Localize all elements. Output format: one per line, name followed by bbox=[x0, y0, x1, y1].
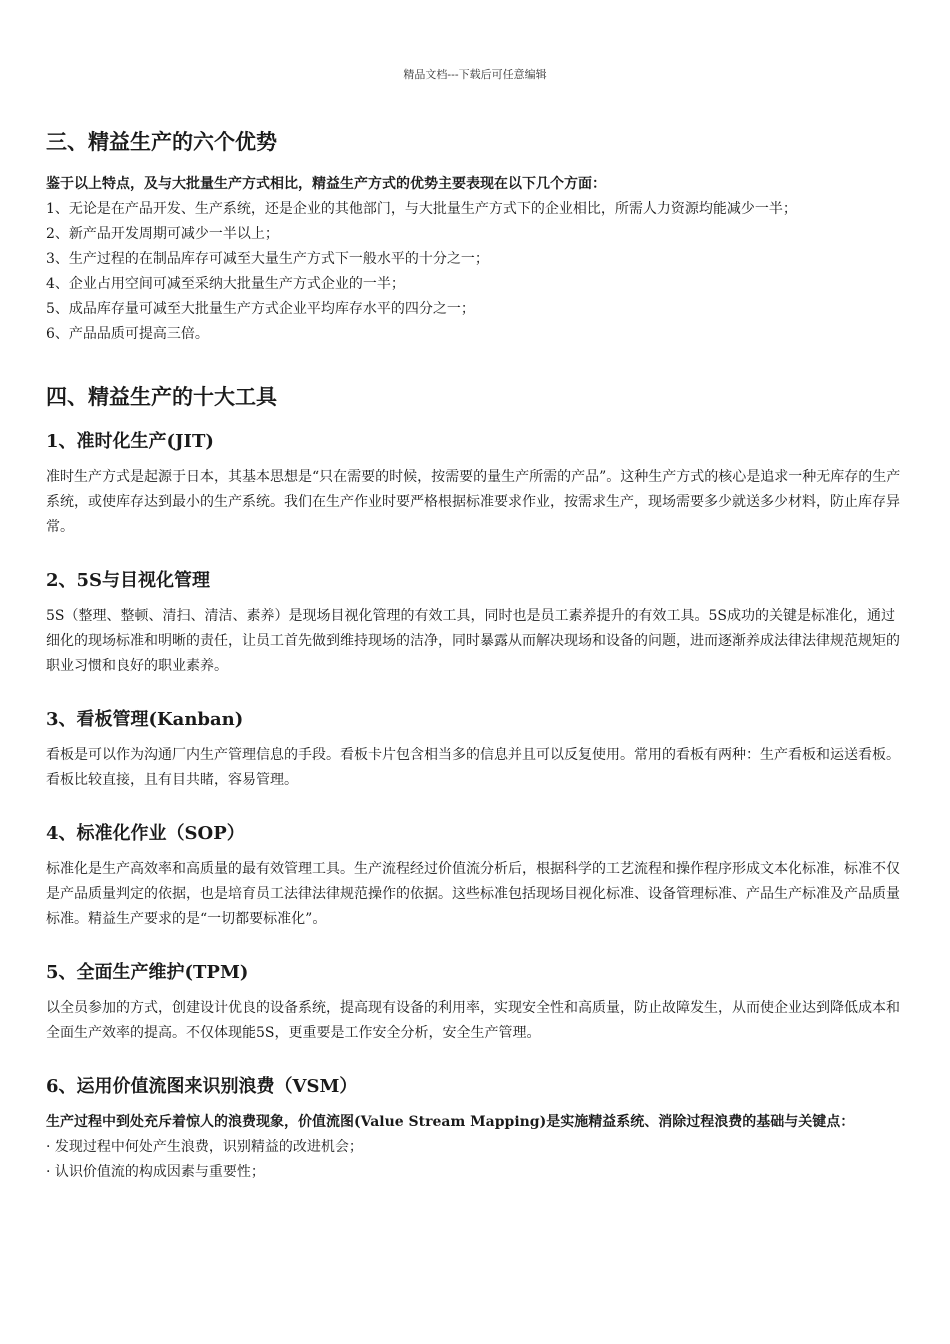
tool-title-kanban: 3、看板管理(Kanban) bbox=[46, 709, 244, 730]
list-item: 4、企业占用空间可减至采纳大批量生产方式企业的一半； bbox=[46, 276, 405, 292]
document-body bbox=[46, 126, 904, 1185]
tool-title-sop: 4、标准化作业（SOP） bbox=[46, 823, 245, 844]
advantages-list bbox=[46, 197, 904, 347]
tool-body-jit: 准时生产方式是起源于日本，其基本思想是“只在需要的时候，按需要的量生产所需的产品”。这种生产方式的核心是追求一种无库存的生产系统，或使库存达到最小的生产系统。我们在生产作业时要严格根据标准要求作业，按需求生产，现场需要多少就送多少材料，防止库存异常。 bbox=[46, 469, 901, 535]
tool-body-5s: 5S（整理、整顿、清扫、清洁、素养）是现场目视化管理的有效工具，同时也是员工素养提升的有效工具。5S成功的关键是标准化，通过细化的现场标准和明晰的责任，让员工首先做到维持现场的洁净，同时暴露从而解决现场和设备的问题，进而逐渐养成法律法律规范规矩的职业习惯和良好的职业素养。 bbox=[46, 608, 900, 674]
section-3-lead: 鉴于以上特点，及与大批量生产方式相比，精益生产方式的优势主要表现在以下几个方面： bbox=[46, 176, 606, 192]
tool-body-tpm: 以全员参加的方式，创建设计优良的设备系统，提高现有设备的利用率，实现安全性和高质量，防止故障发生，从而使企业达到降低成本和全面生产效率的提高。不仅体现能5S，更重要是工作安全分析，安全生产管理。 bbox=[46, 1000, 900, 1041]
list-item: 1、无论是在产品开发、生产系统，还是企业的其他部门，与大批量生产方式下的企业相比，所需人力资源均能减少一半； bbox=[46, 201, 797, 217]
tool-title-jit: 1、准时化生产(JIT) bbox=[46, 431, 214, 452]
list-item: 3、生产过程的在制品库存可减至大量生产方式下一般水平的十分之一； bbox=[46, 251, 489, 267]
tool-title-5s: 2、5S与目视化管理 bbox=[46, 570, 211, 591]
vsm-bullet-list bbox=[46, 1135, 904, 1185]
list-item: 2、新产品开发周期可减少一半以上； bbox=[46, 226, 279, 242]
list-item: 6、产品品质可提高三倍。 bbox=[46, 326, 209, 342]
section-3-title: 三、精益生产的六个优势 bbox=[46, 129, 277, 154]
list-item: · 认识价值流的构成因素与重要性； bbox=[46, 1164, 265, 1180]
tool-title-vsm: 6、运用价值流图来识别浪费（VSM） bbox=[46, 1076, 358, 1097]
tool-body-kanban: 看板是可以作为沟通厂内生产管理信息的手段。看板卡片包含相当多的信息并且可以反复使用。常用的看板有两种：生产看板和运送看板。看板比较直接，且有目共睹，容易管理。 bbox=[46, 747, 900, 788]
tool-body-sop: 标准化是生产高效率和高质量的最有效管理工具。生产流程经过价值流分析后，根据科学的工艺流程和操作程序形成文本化标准，标准不仅是产品质量判定的依据，也是培育员工法律法律规范操作的依据。这些标准包括现场目视化标准、设备管理标准、产品生产标准及产品质量标准。精益生产要求的是“一切都要标准化”。 bbox=[46, 861, 900, 927]
tool-title-tpm: 5、全面生产维护(TPM) bbox=[46, 962, 249, 983]
list-item: 5、成品库存量可减至大批量生产方式企业平均库存水平的四分之一； bbox=[46, 301, 475, 317]
page-header: 精品文档---下载后可任意编辑 bbox=[403, 68, 547, 81]
section-4-title: 四、精益生产的十大工具 bbox=[46, 384, 277, 409]
list-item: · 发现过程中何处产生浪费，识别精益的改进机会； bbox=[46, 1139, 363, 1155]
tool-lead-vsm: 生产过程中到处充斥着惊人的浪费现象，价值流图(Value Stream Mapping)是实施精益系统、消除过程浪费的基础与关键点： bbox=[46, 1114, 855, 1130]
